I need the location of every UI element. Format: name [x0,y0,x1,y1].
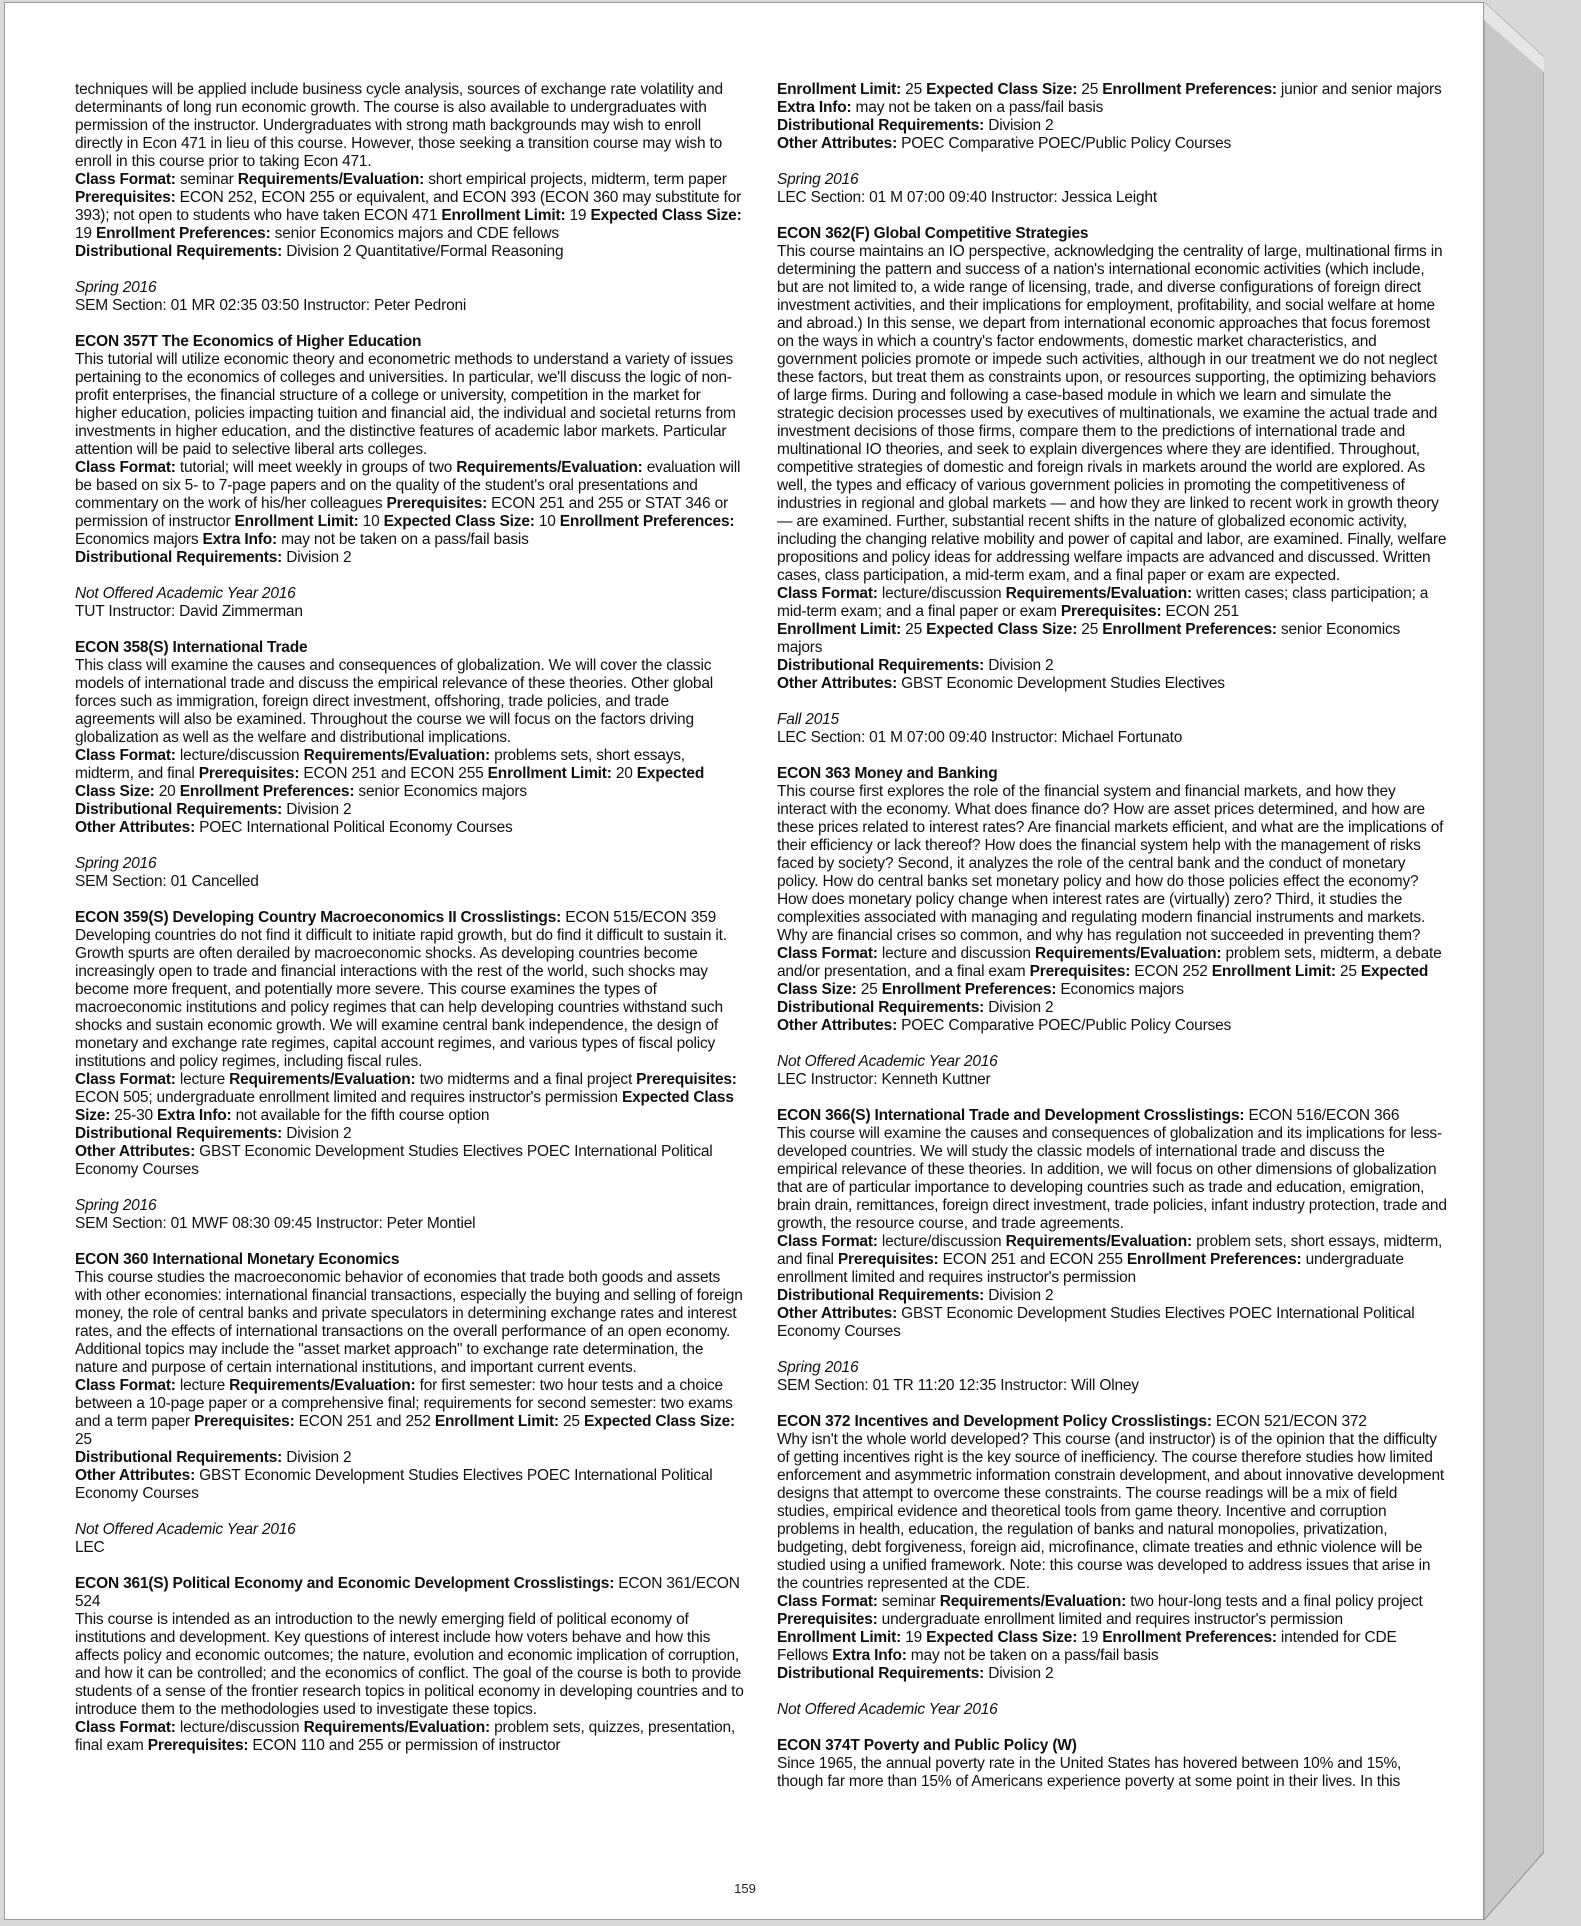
field-text: ECON 251 [1161,603,1239,620]
field-text: 19 [1077,1629,1103,1646]
field-label: Requirements/Evaluation: [1005,1233,1192,1250]
field-text: ECON 252 [1130,963,1212,980]
field-label: Requirements/Evaluation: [939,1593,1127,1610]
field-text: This course studies the macroeconomic behavior of economies that trade both goods and assets with other economies: international financial transactions, especially the buying and selling of foreign money, the role of central banks and private speculators in determining exchange rates and interest rates, and the effects of international transactions on the overall performance of an open economy. Additional topics may include the "asset market approach" to exchange rate determination, the nature and purpose of certain international institutions, and important current events. [75,1269,743,1376]
left-column [75,81,745,1755]
field-text: techniques will be applied include business cycle analysis, sources of exchange rate volatility and determinants of long run economic growth. The course is also available to undergraduates with permission of the instructor. Undergraduates with strong math backgrounds may wish to enroll directly in Econ 471 in lieu of this course. However, those seeking a transition course may wish to enroll in this course prior to taking Econ 471. [75,81,723,170]
text-block [75,603,745,621]
field-label: Other Attributes: [75,1143,196,1160]
field-label: Distributional Requirements: [75,1449,283,1466]
field-label: Distributional Requirements: [75,1125,283,1142]
text-block [777,1107,1447,1125]
field-label: Prerequisites: [386,495,488,512]
field-label: Prerequisites: [837,1251,939,1268]
field-text: 25 [901,621,927,638]
field-text: junior and senior majors [1276,81,1442,98]
text-block [75,549,745,567]
text-block [777,81,1447,117]
field-text: GBST Economic Development Studies Electives POEC International Political Economy Courses [75,1143,713,1178]
text-block [75,1125,745,1143]
field-text: SEM Section: 01 TR 11:20 12:35 Instructor: Will Olney [777,1377,1139,1394]
field-text: problems sets, short essays, midterm, and final [75,747,685,782]
term-label: Not Offered Academic Year 2016 [777,1053,998,1070]
field-label: Class Format: [777,585,878,602]
text-block [75,1719,745,1755]
spacer [75,261,745,279]
spacer [75,891,745,909]
text-block [75,909,745,927]
field-text: ECON 505; undergraduate enrollment limited and requires instructor's permission [75,1089,622,1106]
field-label: Expected Class Size: [926,1629,1078,1646]
field-label: Expected Class Size: [590,207,742,224]
field-text: senior Economics majors [777,621,1401,656]
term-label: Not Offered Academic Year 2016 [777,1701,998,1718]
text-block [777,999,1447,1017]
field-label: Class Format: [75,747,176,764]
field-text: This course first explores the role of the financial system and financial markets, and how they interact with the economy. What does finance do? How are asset prices determined, and how are these prices related to interest rates? Are financial markets efficient, and what are the implications of their efficiency or lack thereof? How does the financial system help with the management of risks faced by society? Second, it analyzes the role of the central bank and the conduct of monetary policy. How do central banks set monetary policy and how do those policies effect the economy? How does monetary policy change when interest rates are (virtually) zero? Third, it studies the complexities associated with managing and regulating modern financial instruments and markets. Why are financial crises so common, and why has regulation not succeeded in preventing them? [777,783,1444,944]
field-text: POEC Comparative POEC/Public Policy Courses [897,135,1232,152]
field-text: senior Economics majors [354,783,527,800]
text-block [777,189,1447,207]
text-block [777,1629,1447,1665]
spacer [75,1503,745,1521]
field-label: Class Format: [75,1719,176,1736]
spacer [75,315,745,333]
field-label: Enrollment Limit: [777,621,902,638]
field-label: Enrollment Limit: [434,1413,559,1430]
field-text: lecture [175,1377,230,1394]
text-block [777,945,1447,999]
field-text: SEM Section: 01 Cancelled [75,873,259,890]
text-block [777,1017,1447,1035]
field-label: Enrollment Limit: [441,207,566,224]
field-text: Division 2 [984,1287,1054,1304]
text-block [777,1233,1447,1287]
term-label: Spring 2016 [777,1359,859,1376]
field-text: 25 [1077,81,1103,98]
text-block [75,1449,745,1467]
field-text: lecture/discussion [175,1719,304,1736]
field-text: undergraduate enrollment limited and requires instructor's permission [877,1611,1343,1628]
field-text: tutorial; will meet weekly in groups of two [175,459,457,476]
page-number: 159 [734,1881,756,1896]
field-text: 10 [534,513,560,530]
field-text: lecture/discussion [175,747,304,764]
text-block [75,819,745,837]
field-text: ECON 251 and 252 [294,1413,435,1430]
text-block [75,243,745,261]
field-text: This course maintains an IO perspective, acknowledging the centrality of large, multinational firms in determining the pattern and success of a nation's international economic activities (which include, but are not limited to, a wide range of licensing, trade, and diverse configurations of foreign direct investment activities, and their implications for employment, profitability, and social welfare at home and abroad.) In this sense, we depart from international economic approaches that focus foremost on the ways in which a country's factor endowments, domestic market characteristics, and government policies promote or impede such activities, although in our treatment we do not neglect these factors, but treat them as constraints upon, or resources supporting, the optimizing behaviors of large firms. During and following a case-based module in which we learn and simulate the strategic decision processes used by executives of multinationals, we examine the actual trade and investment decisions of those firms, compare them to the predictions of international trade and multinational IO theories, and seek to explain divergences where they are identified. Throughout, competitive strategies of domestic and foreign rivals in markets around the world are explored. As well, the types and efficacy of various government policies in promoting the competitiveness of industries in regional and global markets — and how they are linked to recent work in growth theory — are examined. Further, substantial recent shifts in the nature of globalized economic activity, including the changing relative mobility and power of capital and labor, are examined. Finally, welfare propositions and policy ideas for addressing welfare impacts are advanced and discussed. Written cases, class participation, a mid-term exam, and a final paper or exam are expected. [777,243,1447,584]
field-label: Other Attributes: [777,675,898,692]
field-text: 19 [901,1629,927,1646]
text-block [777,1593,1447,1629]
spacer [777,747,1447,765]
field-text: problem sets, quizzes, presentation, final exam [75,1719,736,1754]
field-label: Expected Class Size: [75,765,705,800]
text-block [777,675,1447,693]
field-text: ECON 251 and 255 or STAT 346 or permission of instructor [75,495,728,530]
field-text: 25 [856,981,882,998]
field-label: Other Attributes: [75,1467,196,1484]
field-text: 25-30 [110,1107,158,1124]
field-text: may not be taken on a pass/fail basis [276,531,529,548]
field-label: Prerequisites: [198,765,300,782]
field-label: ECON 372 Incentives and Development Policy Crosslistings: [777,1413,1212,1430]
field-label: Prerequisites: [1029,963,1131,980]
course-title: ECON 358(S) International Trade [75,639,308,656]
field-text: SEM Section: 01 MR 02:35 03:50 Instructor: Peter Pedroni [75,297,467,314]
text-block [75,1539,745,1557]
spacer [75,567,745,585]
field-text: GBST Economic Development Studies Electives [897,675,1225,692]
field-text: intended for CDE Fellows [777,1629,1397,1664]
text-block [777,117,1447,135]
text-block [75,1071,745,1125]
field-text: LEC Section: 01 M 07:00 09:40 Instructor: Jessica Leight [777,189,1157,206]
text-block [777,657,1447,675]
text-block [75,873,745,891]
field-label: Requirements/Evaluation: [456,459,643,476]
field-text: ECON 110 and 255 or permission of instructor [248,1737,561,1754]
field-text: Division 2 [282,801,352,818]
field-label: Prerequisites: [75,189,176,206]
field-label: Class Format: [777,1593,878,1610]
text-block [777,1413,1447,1431]
text-block [777,729,1447,747]
field-label: Enrollment Preferences: [881,981,1057,998]
spacer [75,837,745,855]
field-text: evaluation will be based on six 5- to 7-page papers and on the quality of the student's oral presentations and commentary on the work of his/her colleagues [75,459,741,512]
field-label: Enrollment Preferences: [559,513,735,530]
field-text: Economics majors [75,531,203,548]
term-label: Spring 2016 [777,171,859,188]
field-label: Class Format: [777,1233,878,1250]
field-text: Division 2 [984,657,1054,674]
text-block [75,927,745,1071]
spacer [777,1341,1447,1359]
field-text: POEC International Political Economy Courses [195,819,513,836]
field-text: may not be taken on a pass/fail basis [851,99,1104,116]
field-text: This class will examine the causes and consequences of globalization. We will cover the classic models of international trade and discuss the empirical relevance of these theories. Other global forces such as immigration, foreign direct investment, offshoring, trade policies, and trade agreements will also be examined. Throughout the course we will focus on the factors driving globalization as well as the welfare and distributional implications. [75,657,713,746]
course-title: ECON 357T The Economics of Higher Education [75,333,422,350]
field-label: Class Format: [777,945,878,962]
field-text: ECON 516/ECON 366 [1244,1107,1400,1124]
spacer [777,693,1447,711]
field-text: lecture/discussion [877,585,1006,602]
spacer [75,621,745,639]
field-text: for first semester: two hour tests and a choice between a 10-page paper or a comprehensive final; requirements for second semester: two exams and a term paper [75,1377,733,1430]
field-label: Expected Class Size: [583,1413,736,1430]
field-label: Enrollment Preferences: [1126,1251,1302,1268]
spacer [75,1179,745,1197]
field-text: problem sets, midterm, a debate and/or presentation, and a final exam [777,945,1442,980]
field-label: Requirements/Evaluation: [303,1719,490,1736]
field-label: Prerequisites: [636,1071,737,1088]
text-block [75,657,745,747]
field-text: may not be taken on a pass/fail basis [906,1647,1159,1664]
field-label: Expected Class Size: [777,963,1429,998]
field-label: Enrollment Limit: [234,513,359,530]
field-label: Requirements/Evaluation: [229,1071,416,1088]
field-text: GBST Economic Development Studies Electives POEC International Political Economy Courses [75,1467,713,1502]
field-label: Distributional Requirements: [777,117,985,134]
field-label: Enrollment Preferences: [95,225,271,242]
field-text: GBST Economic Development Studies Electives POEC International Political Economy Courses [777,1305,1415,1340]
field-text: ECON 251 and ECON 255 [299,765,488,782]
field-text: Division 2 [282,1449,352,1466]
text-block [75,351,745,459]
text-block [75,1575,745,1611]
text-block [777,1071,1447,1089]
field-label: Extra Info: [157,1107,232,1124]
text-block [75,801,745,819]
text-block [75,1215,745,1233]
field-label: Enrollment Preferences: [1102,621,1277,638]
text-block [777,1755,1447,1791]
field-label: Requirements/Evaluation: [237,171,425,188]
field-label: ECON 359(S) Developing Country Macroeconomics II Crosslistings: [75,909,562,926]
field-text: ECON 521/ECON 372 [1211,1413,1367,1430]
field-text: ECON 361/ECON 524 [75,1575,740,1610]
field-label: Class Format: [75,1377,176,1394]
field-label: Distributional Requirements: [777,1287,985,1304]
field-text: LEC Section: 01 M 07:00 09:40 Instructor: Michael Fortunato [777,729,1183,746]
text-block [777,243,1447,585]
field-label: ECON 366(S) International Trade and Development Crosslistings: [777,1107,1245,1124]
field-label: Distributional Requirements: [75,801,283,818]
catalog-page [4,2,1484,1920]
field-text: Since 1965, the annual poverty rate in the United States has hovered between 10% and 15%, though far more than 15% of Americans experience poverty at some point in their lives. In this [777,1755,1402,1790]
field-text: 20 [154,783,180,800]
text-block [75,1377,745,1449]
text-block [777,1125,1447,1233]
field-label: Enrollment Limit: [777,1629,902,1646]
field-label: Expected Class Size: [926,81,1078,98]
field-text: short empirical projects, midterm, term paper [424,171,727,188]
field-text: undergraduate enrollment limited and requires instructor's permission [777,1251,1404,1286]
field-label: Expected Class Size: [383,513,535,530]
field-label: Requirements/Evaluation: [229,1377,416,1394]
field-label: Other Attributes: [75,819,196,836]
field-label: Distributional Requirements: [75,243,283,260]
field-text: 25 [1335,963,1361,980]
field-label: Enrollment Preferences: [179,783,355,800]
spacer [777,207,1447,225]
field-label: Extra Info: [832,1647,907,1664]
field-text: Division 2 [282,549,352,566]
term-label: Not Offered Academic Year 2016 [75,1521,296,1538]
field-label: Other Attributes: [777,135,898,152]
text-block [777,1287,1447,1305]
field-label: Expected Class Size: [75,1089,734,1124]
field-text: Division 2 [984,999,1054,1016]
field-label: Distributional Requirements: [777,657,985,674]
text-block [75,1467,745,1503]
field-text: not available for the fifth course option [231,1107,490,1124]
field-text: lecture/discussion [877,1233,1006,1250]
term-label: Fall 2015 [777,711,839,728]
field-text: two hour-long tests and a final policy project [1126,1593,1423,1610]
field-label: Distributional Requirements: [75,549,283,566]
spacer [75,1557,745,1575]
field-text: problem sets, short essays, midterm, and final [777,1233,1443,1268]
field-label: ECON 361(S) Political Economy and Economic Development Crosslistings: [75,1575,615,1592]
field-text: lecture [175,1071,230,1088]
text-block [777,1305,1447,1341]
course-title: ECON 363 Money and Banking [777,765,998,782]
field-label: Enrollment Limit: [777,81,902,98]
field-label: Class Format: [75,459,176,476]
field-text: Economics majors [1056,981,1184,998]
field-label: Requirements/Evaluation: [1005,585,1192,602]
field-label: Requirements/Evaluation: [303,747,490,764]
field-text: seminar [877,1593,940,1610]
field-label: Expected Class Size: [926,621,1078,638]
text-block [777,1377,1447,1395]
field-text: ECON 515/ECON 359 [561,909,717,926]
field-label: Prerequisites: [777,1611,878,1628]
field-text: 25 [901,81,927,98]
term-label: Spring 2016 [75,855,157,872]
field-label: Requirements/Evaluation: [1034,945,1222,962]
field-label: Class Format: [75,171,176,188]
field-label: Distributional Requirements: [777,999,985,1016]
field-label: Prerequisites: [147,1737,249,1754]
field-text: LEC Instructor: Kenneth Kuttner [777,1071,991,1088]
text-block [75,81,745,171]
spacer [777,1089,1447,1107]
field-text: 20 [611,765,637,782]
spacer [777,153,1447,171]
text-block [777,621,1447,657]
field-text: 25 [1077,621,1103,638]
field-text: written cases; class participation; a mid-term exam; and a final paper or exam [777,585,1429,620]
text-block [75,1611,745,1719]
spacer [777,1683,1447,1701]
course-title: ECON 360 International Monetary Economics [75,1251,400,1268]
field-text: 19 [75,225,96,242]
field-text: ECON 251 and ECON 255 [938,1251,1127,1268]
field-label: Distributional Requirements: [777,1665,985,1682]
spacer [75,1233,745,1251]
text-block [777,135,1447,153]
field-text: This course is intended as an introduction to the newly emerging field of political economy of institutions and development. Key questions of interest include how voters behave and how this affects policy and economic outcomes; the nature, evolution and economic implication of corruption, and how it can be controlled; and the economics of conflict. The goal of the course is both to provide students of a sense of the frontier research topics in political economy in developing countries and to introduce them to the methodologies used to investigate these topics. [75,1611,744,1718]
text-block [75,1269,745,1377]
text-block [777,783,1447,945]
text-block [777,585,1447,621]
spacer [777,1395,1447,1413]
field-label: Enrollment Preferences: [1102,1629,1277,1646]
field-text: 10 [358,513,384,530]
text-block [75,1143,745,1179]
field-text: Division 2 [282,1125,352,1142]
text-block [75,171,745,243]
field-text: Developing countries do not find it difficult to initiate rapid growth, but do find it difficult to sustain it. Growth spurts are often derailed by macroeconomic shocks. As developing countries become increasingly open to trade and financial interactions with the rest of the world, such shocks may become more frequent, and potentially more severe. This course examines the types of macroeconomic institutions and policy regimes that can help developing countries withstand such shocks and sustain economic growth. We will examine central bank independence, the design of monetary and exchange rate regimes, capital account regimes, and various types of fiscal policy institutions and policy regimes, including fiscal rules. [75,927,727,1070]
field-label: Class Format: [75,1071,176,1088]
field-text: ECON 252, ECON 255 or equivalent, and ECON 393 (ECON 360 may substitute for 393); not open to students who have taken ECON 471 [75,189,742,224]
course-title: ECON 362(F) Global Competitive Strategies [777,225,1089,242]
field-label: Extra Info: [202,531,277,548]
term-label: Spring 2016 [75,279,157,296]
course-title: ECON 374T Poverty and Public Policy (W) [777,1737,1077,1754]
text-block [75,747,745,801]
term-label: Not Offered Academic Year 2016 [75,585,296,602]
field-text: Division 2 [984,117,1054,134]
field-text: 19 [565,207,591,224]
text-block [75,297,745,315]
field-text: This course will examine the causes and consequences of globalization and its implications for less-developed countries. We will study the classic models of international trade and discuss the empirical relevance of these theories. In addition, we will focus on other dimensions of globalization that are of particular importance to developing countries such as trade and education, emigration, brain drain, remittances, foreign direct investment, trade policies, infant industry protection, trade and growth, the resource course, and trade agreements. [777,1125,1447,1232]
field-text: Why isn't the whole world developed? This course (and instructor) is of the opinion that the difficulty of getting incentives right is the key source of inefficiency. The course therefore studies how limited enforcement and asymmetric information constrain development, and about innovative development designs that attempt to overcome these constraints. The course readings will be a mix of field studies, empirical evidence and theoretical tools from game theory. Incentive and corruption problems in health, education, the regulation of banks and natural monopolies, privatization, budgeting, debt forgiveness, foreign aid, microfinance, climate treaties and ethnic violence will be studied using a unified framework. Note: this course was developed to address issues that arise in the countries represented at the CDE. [777,1431,1445,1592]
field-text: senior Economics majors and CDE fellows [270,225,559,242]
text-block [75,459,745,549]
field-text: lecture and discussion [877,945,1035,962]
field-text: LEC [75,1539,105,1556]
term-label: Spring 2016 [75,1197,157,1214]
field-text: 25 [75,1431,92,1448]
field-label: Other Attributes: [777,1305,898,1322]
field-text: two midterms and a final project [415,1071,637,1088]
field-label: Enrollment Preferences: [1102,81,1277,98]
field-text: Division 2 [984,1665,1054,1682]
spacer [777,1035,1447,1053]
page-edge-3d [1484,2,1544,1920]
field-text: POEC Comparative POEC/Public Policy Courses [897,1017,1232,1034]
field-text: Division 2 Quantitative/Formal Reasoning [282,243,564,260]
field-text: seminar [175,171,238,188]
text-block [777,1665,1447,1683]
field-label: Extra Info: [777,99,852,116]
field-label: Prerequisites: [1060,603,1162,620]
field-label: Enrollment Limit: [1211,963,1336,980]
field-text: 25 [558,1413,584,1430]
spacer [777,1719,1447,1737]
field-text: TUT Instructor: David Zimmerman [75,603,303,620]
text-block [777,1431,1447,1593]
field-text: This tutorial will utilize economic theory and econometric methods to understand a variety of issues pertaining to the economics of colleges and universities. In particular, we'll discuss the logic of non-profit enterprises, the financial structure of a college or university, competition in the market for higher education, policies impacting tuition and financial aid, the individual and societal returns from investments in higher education, and the distinctive features of academic labor markets. Particular attention will be paid to selective liberal arts colleges. [75,351,736,458]
field-label: Prerequisites: [193,1413,295,1430]
right-column [777,81,1447,1791]
field-label: Other Attributes: [777,1017,898,1034]
field-label: Enrollment Limit: [487,765,612,782]
field-text: SEM Section: 01 MWF 08:30 09:45 Instructor: Peter Montiel [75,1215,476,1232]
